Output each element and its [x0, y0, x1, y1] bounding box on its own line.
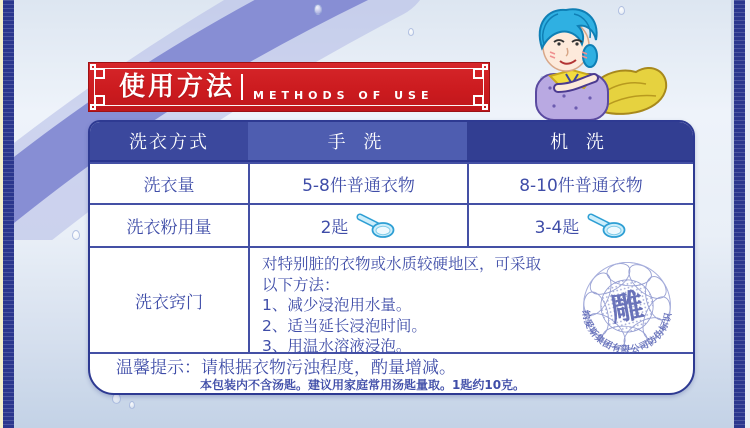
water-droplet-icon [408, 28, 414, 36]
corner-ornament-icon [90, 92, 108, 110]
section-title: 使用方法 [119, 72, 236, 102]
washing-tips-text [262, 254, 541, 357]
dosage-value: 3-4匙 [534, 218, 580, 238]
warm-tip-note: 本包装内不含汤匙。建议用家庭常用汤匙量取。1匙约10克。 [200, 377, 526, 392]
table-row-washing-tips [90, 246, 693, 356]
tips-line: 3、用温水溶液浸泡。 [262, 337, 412, 355]
table-header-row [90, 122, 693, 162]
spoon-icon [356, 213, 396, 239]
machine-wash-dosage [467, 205, 693, 246]
dosage-value: 2匙 [320, 218, 349, 238]
tips-line: 以下方法： [262, 275, 340, 294]
row-label: 洗衣量 [143, 176, 195, 196]
water-droplet-icon [314, 4, 322, 15]
spoon-icon [587, 213, 627, 239]
tips-line: 2、适当延长浸泡时间。 [262, 316, 427, 335]
hand-wash-amount: 5-8件普通衣物 [248, 164, 467, 203]
corner-ornament-icon [470, 92, 488, 110]
mascot-illustration [520, 4, 670, 122]
header-hand-wash: 手 洗 [248, 122, 467, 160]
water-droplet-icon [72, 230, 80, 240]
table-row-detergent-dosage [90, 203, 693, 246]
page-edge-left-bar [3, 0, 14, 428]
corner-ornament-icon [90, 64, 108, 82]
row-label: 洗衣粉用量 [126, 218, 212, 238]
header-machine-wash: 机 洗 [467, 122, 693, 160]
row-label: 洗衣窍门 [135, 292, 203, 313]
section-title-banner [88, 62, 490, 112]
stamp-center-character: 雕 [607, 284, 647, 330]
machine-wash-amount: 8-10件普通衣物 [467, 164, 693, 203]
tips-line: 1、减少浸泡用水量。 [262, 296, 412, 314]
washing-tips-cell [248, 248, 693, 356]
water-droplet-icon [540, 76, 545, 83]
warm-tip-text: 温馨提示：请根据衣物污浊程度，酌量增减。 [116, 358, 456, 378]
usage-table [88, 120, 695, 395]
tips-line: 对特别脏的衣物或水质较硬地区，可采取 [262, 255, 542, 273]
stamp-ring-text: 纳爱斯集团有限公司防伪标识 [579, 309, 675, 356]
section-subtitle: METHODS OF USE [253, 89, 434, 102]
water-droplet-icon [129, 401, 135, 409]
corner-ornament-icon [470, 64, 488, 82]
table-row-laundry-amount [90, 162, 693, 203]
page-edge-right-bar [734, 0, 745, 428]
anti-counterfeit-stamp [569, 248, 685, 364]
page-edge-right-pale [745, 0, 750, 428]
water-droplet-icon [618, 6, 625, 15]
hand-wash-dosage [248, 205, 467, 246]
header-wash-method: 洗衣方式 [90, 122, 248, 160]
title-divider [241, 74, 243, 100]
